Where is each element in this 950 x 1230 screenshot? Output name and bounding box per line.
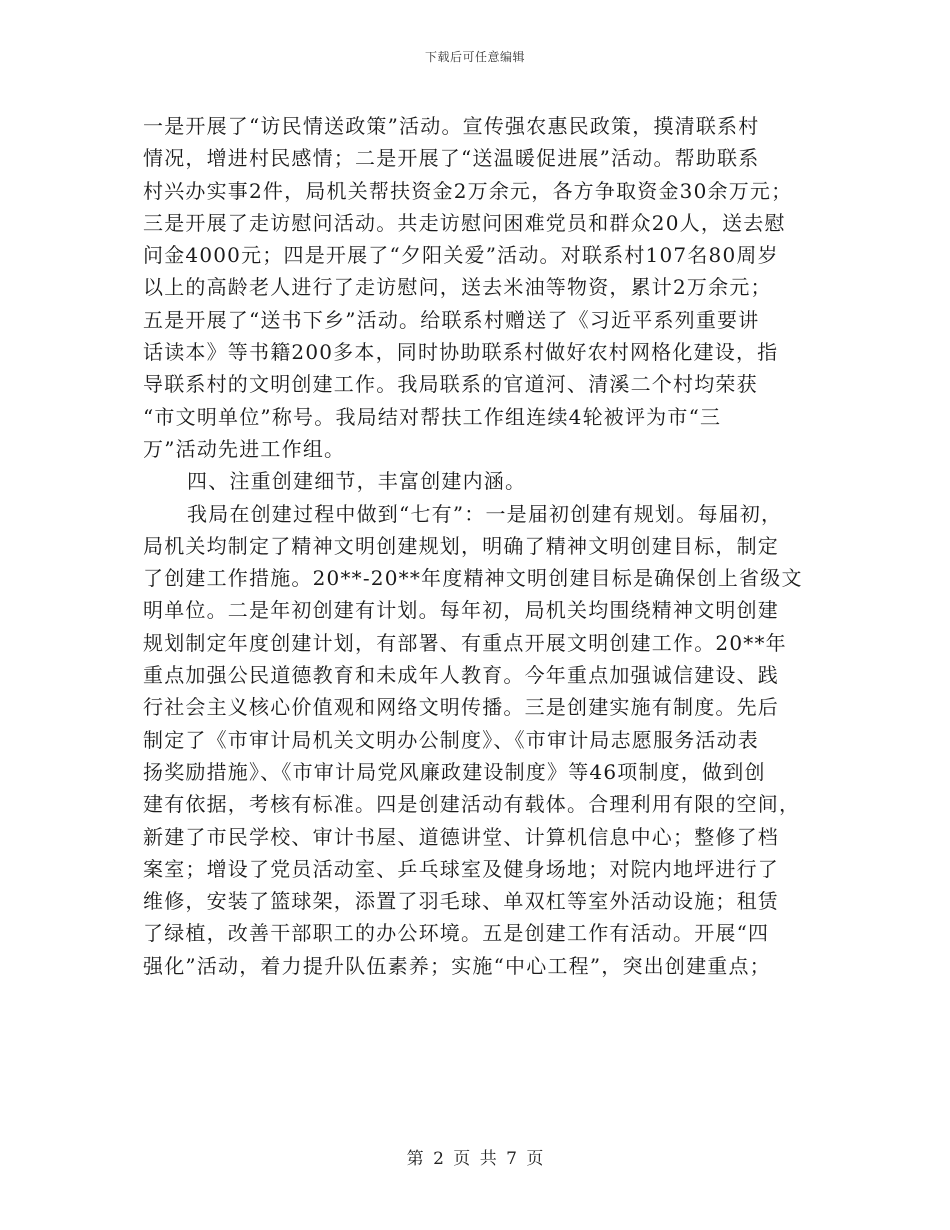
paragraph-line: “市文明单位”称号。我局结对帮扶工作组连续4轮被评为市“三 — [143, 404, 722, 429]
paragraph-line: 万”活动先进工作组。 — [143, 436, 346, 461]
paragraph-line: 我局在创建过程中做到“七有”：一是届初创建有规划。每届初， — [187, 501, 783, 526]
paragraph-line: 扬奖励措施》、《市审计局党风廉政建设制度》等46项制度，做到创 — [143, 759, 766, 784]
paragraph-line: 一是开展了“访民情送政策”活动。宣传强农惠民政策，摸清联系村 — [143, 114, 760, 138]
page-header: 下载后可任意编辑 — [424, 50, 525, 64]
paragraph-line: 村兴办实事2件，局机关帮扶资金2万余元，各方争取资金30余万元； — [143, 178, 793, 203]
paragraph-line: 明单位。二是年初创建有计划。每年初，局机关均围绕精神文明创建 — [143, 598, 779, 623]
paragraph-line: 五是开展了“送书下乡”活动。给联系村赠送了《习近平系列重要讲 — [143, 307, 760, 332]
paragraph-line: 维修，安装了篮球架，添置了羽毛球、单双杠等室外活动设施；租赁 — [143, 889, 779, 914]
paragraph-line: 强化”活动，着力提升队伍素养；实施“中心工程”，突出创建重点； — [143, 953, 771, 978]
paragraph-line: 情况，增进村民感情；二是开展了“送温暖促进展”活动。帮助联系 — [143, 146, 760, 171]
paragraph-line: 建有依据，考核有标准。四是创建活动有载体。合理利用有限的空间， — [143, 792, 801, 817]
page-footer: 第 2 页 共 7 页 — [406, 1149, 544, 1169]
paragraph-line: 规划制定年度创建计划，有部署、有重点开展文明创建工作。20**年 — [143, 630, 787, 655]
paragraph-line: 了绿植，改善干部职工的办公环境。五是创建工作有活动。开展“四 — [143, 921, 770, 946]
paragraph-line: 四、注重创建细节，丰富创建内涵。 — [187, 469, 527, 494]
paragraph-line: 案室；增设了党员活动室、乒乓球室及健身场地；对院内地坪进行了 — [143, 856, 779, 881]
paragraph-line: 话读本》等书籍200多本，同时协助联系村做好农村网格化建设，指 — [143, 340, 779, 365]
paragraph-line: 了创建工作措施。20**-20**年度精神文明创建目标是确保创上省级文 — [143, 566, 803, 591]
paragraph-line: 三是开展了走访慰问活动。共走访慰问困难党员和群众20人，送去慰 — [143, 210, 786, 235]
paragraph-line: 导联系村的文明创建工作。我局联系的官道河、清溪二个村均荣获 — [143, 372, 758, 397]
document-body — [143, 110, 818, 982]
paragraph-line: 局机关均制定了精神文明创建规划，明确了精神文明创建目标，制定 — [143, 533, 779, 558]
paragraph-line: 行社会主义核心价值观和网络文明传播。三是创建实施有制度。先后 — [143, 695, 779, 720]
paragraph-line: 问金4000元；四是开展了“夕阳关爱”活动。对联系村107名80周岁 — [143, 243, 779, 268]
paragraph-line: 以上的高龄老人进行了走访慰问，送去米油等物资，累计2万余元； — [143, 275, 772, 300]
paragraph-line: 制定了《市审计局机关文明办公制度》、《市审计局志愿服务活动表 — [143, 727, 759, 752]
paragraph-line: 新建了市民学校、审计书屋、道德讲堂、计算机信息中心；整修了档 — [143, 824, 779, 849]
paragraph-line: 重点加强公民道德教育和未成年人教育。今年重点加强诚信建设、践 — [143, 663, 779, 688]
